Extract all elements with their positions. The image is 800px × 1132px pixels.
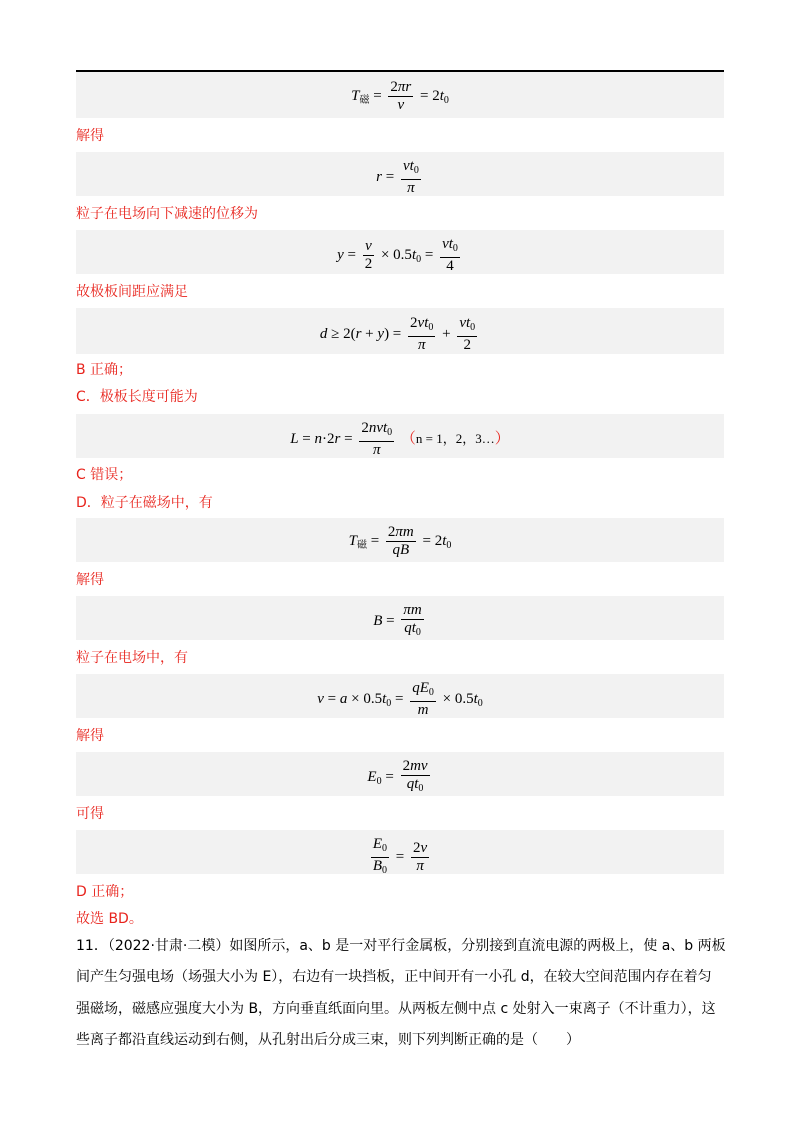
- equation-box-2: [76, 152, 724, 196]
- equation-box-10: [76, 830, 724, 874]
- equation-plate-gap: d ≥ 2(r + y) = $\frac{2vt_0}{\pi}$ + $\frac{vt_0}{2}$: [319, 315, 476, 353]
- question-11-line-3: 强磁场，磁感应强度大小为 B，方向垂直纸面向里。从两板左侧中点 c 处射入一束离子（不计重力），这: [76, 1001, 716, 1017]
- step-label-obtain: 可得: [76, 806, 104, 822]
- step-label-displacement: 粒子在电场向下减速的位移为: [76, 206, 258, 222]
- n-values: n = 1，2，3…: [415, 430, 495, 446]
- subscript-label: 磁: [359, 94, 370, 106]
- conclusion-b: B 正确；: [76, 362, 133, 378]
- option-c-label: C．极板长度可能为: [76, 389, 198, 405]
- equation-magnetic-field: B = $\frac{\pi m}{qt_0}$: [373, 602, 422, 638]
- step-label-in-field: 粒子在电场中，有: [76, 650, 188, 666]
- subscript-label: 磁: [356, 539, 367, 551]
- equation-field-ratio: $\frac{E_0}{B_0}$ = $\frac{2v}{\pi}$: [372, 836, 428, 876]
- equation-box-7: [76, 596, 724, 640]
- step-label-solve-2: 解得: [76, 572, 104, 588]
- step-label-solve-3: 解得: [76, 728, 104, 744]
- question-11-line-4: 些离子都沿直线运动到右侧，从孔射出后分成三束，则下列判断正确的是（ ）: [76, 1032, 580, 1048]
- equation-radius: r = $\frac{vt_0}{\pi}$: [376, 158, 419, 196]
- equation-box-3: [76, 230, 724, 274]
- equation-box-4: [76, 308, 724, 354]
- final-answer: 故选 BD。: [76, 911, 143, 927]
- equation-box-1: [76, 72, 724, 118]
- option-d-label: D．粒子在磁场中，有: [76, 495, 213, 511]
- equation-box-5: [76, 414, 724, 458]
- equation-plate-length: L = n·2r = $\frac{2nvt_0}{\pi}$ （n = 1，2，3…）: [290, 420, 510, 458]
- equation-period-magnetic-velocity: $T_磁$ = $\frac{2\pi r}{v}$ = $2t_0$: [351, 79, 449, 113]
- equation-velocity: $v = a \times 0.5t_0$ = $\frac{qE_0}{m}$ × $0.5t_0$: [317, 680, 483, 718]
- conclusion-d: D 正确；: [76, 884, 134, 900]
- equation-displacement: y = $\frac{v}{2}$ × $0.5t_0$ = $\frac{vt_0}{4}$: [337, 236, 458, 274]
- equation-box-6: [76, 518, 724, 562]
- equation-box-8: [76, 674, 724, 718]
- step-label-solve-1: 解得: [76, 128, 104, 144]
- question-11-line-1: 11．（2022·甘肃·二模）如图所示，a、b 是一对平行金属板，分别接到直流电源的两极上，使 a、b 两板: [76, 938, 726, 954]
- equation-box-9: [76, 752, 724, 796]
- step-label-plate-gap: 故极板间距应满足: [76, 284, 188, 300]
- equation-period-magnetic-field: $T_磁$ = $\frac{2\pi m}{qB}$ = $2t_0$: [348, 524, 452, 558]
- question-11-line-2: 间产生匀强电场（场强大小为 E），右边有一块挡板，正中间开有一小孔 d，在较大空间范围内存在着匀: [76, 969, 712, 985]
- conclusion-c: C 错误；: [76, 467, 133, 483]
- equation-electric-field: $E_0$ = $\frac{2mv}{qt_0}$: [367, 758, 428, 794]
